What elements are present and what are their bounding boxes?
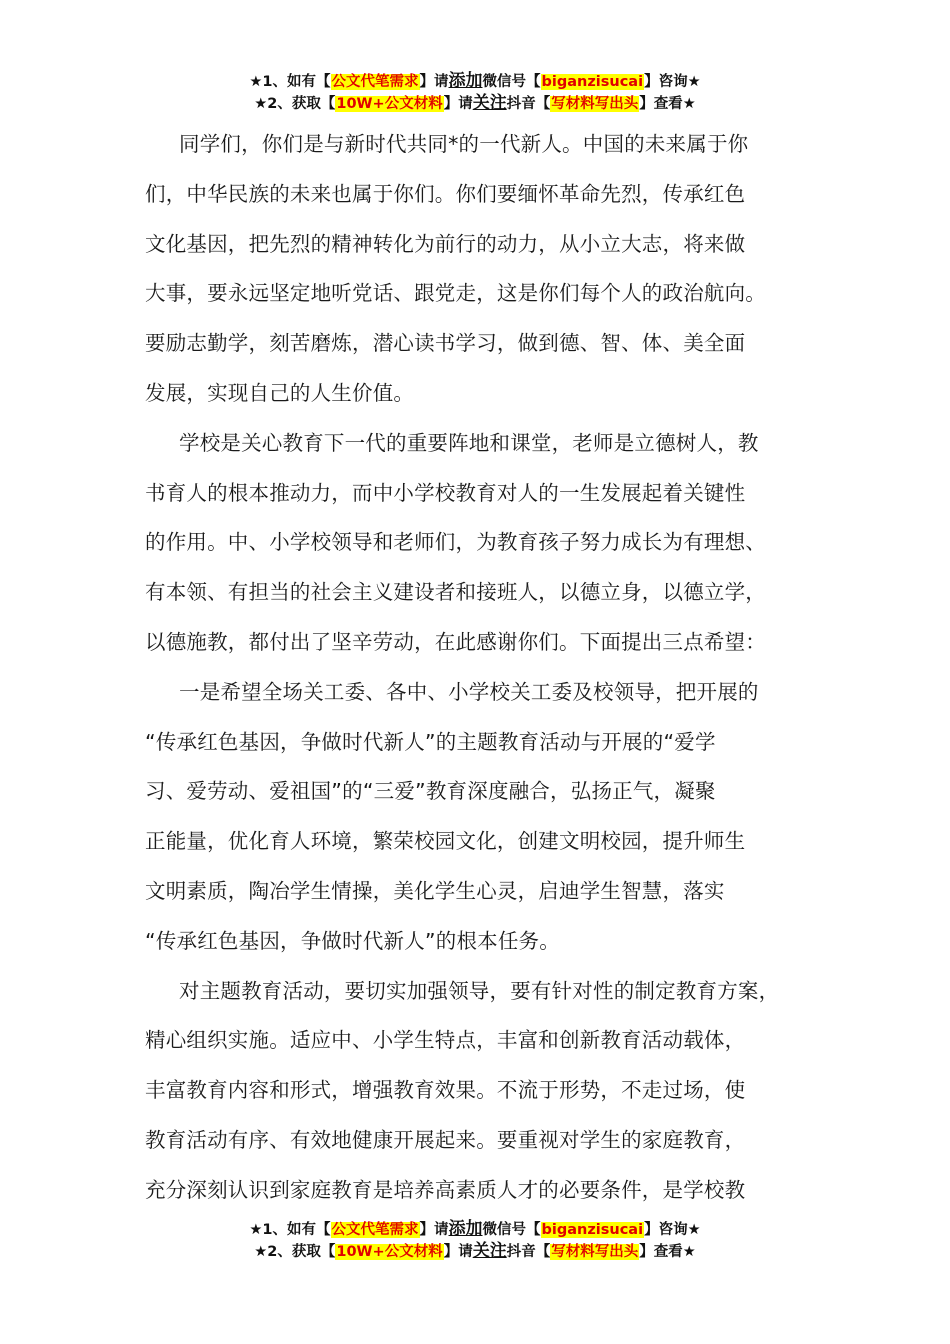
text-line: 书育人的根本推动力，而中小学校教育对人的一生发展起着关键性 [145, 480, 746, 505]
text-line: 学校是关心教育下一代的重要阵地和课堂，老师是立德树人，教 [179, 430, 759, 455]
ad-emphasis: 添加 [448, 71, 483, 91]
ad-highlight: 公文代笔需求 [331, 74, 419, 90]
ad-highlight: 写材料写出头 [551, 96, 639, 112]
ad-text: 微信号【 [482, 74, 541, 90]
text-line: 习、爱劳动、爱祖国”的“三爱”教育深度融合，弘扬正气，凝聚 [145, 779, 716, 804]
text-line: 一是希望全场关工委、各中、小学校关工委及校领导，把开展的 [179, 679, 759, 704]
text-line: 充分深刻认识到家庭教育是培养高素质人才的必要条件，是学校教 [145, 1177, 746, 1202]
text-line: 丰富教育内容和形式，增强教育效果。不流于形势，不走过场，使 [145, 1078, 746, 1103]
ad-highlight: 10W+公文材料 [336, 96, 443, 112]
footer-ad-banner [0, 1218, 950, 1262]
text-line: 文化基因，把先烈的精神转化为前行的动力，从小立大志，将来做 [145, 231, 746, 256]
ad-text: 】请 [419, 74, 449, 90]
ad-text: ★2、获取【 [254, 1244, 336, 1260]
text-line: 同学们，你们是与新时代共同*的一代新人。中国的未来属于你 [179, 132, 749, 156]
text-line: 教育活动有序、有效地健康开展起来。要重视对学生的家庭教育， [145, 1127, 746, 1152]
text-line: 以德施教，都付出了坚辛劳动，在此感谢你们。下面提出三点希望： [145, 629, 766, 654]
ad-highlight: biganzisucai [541, 74, 644, 90]
ad-text: 】咨询★ [644, 74, 701, 90]
text-line: “传承红色基因，争做时代新人”的主题教育活动与开展的“爱学 [145, 729, 716, 754]
ad-text: 】查看★ [639, 96, 696, 112]
text-line: 们，中华民族的未来也属于你们。你们要缅怀革命先烈，传承红色 [145, 181, 746, 206]
ad-emphasis: 添加 [448, 1219, 483, 1239]
ad-highlight: 10W+公文材料 [336, 1244, 443, 1260]
ad-text: 】请 [443, 1244, 473, 1260]
text-line: 文明素质，陶冶学生情操，美化学生心灵，启迪学生智慧，落实 [145, 878, 725, 903]
ad-text: 抖音【 [506, 96, 551, 112]
ad-text: ★2、获取【 [254, 96, 336, 112]
ad-text: 】查看★ [639, 1244, 696, 1260]
ad-line-2 [0, 92, 950, 114]
ad-text: ★1、如有【 [249, 74, 331, 90]
text-line: 正能量，优化育人环境，繁荣校园文化，创建文明校园，提升师生 [145, 829, 746, 854]
header-ad-banner [0, 70, 950, 114]
ad-highlight: 写材料写出头 [551, 1244, 639, 1260]
ad-line-1 [0, 70, 950, 92]
ad-highlight: biganzisucai [541, 1222, 644, 1238]
ad-text: 微信号【 [482, 1222, 541, 1238]
ad-text: 】请 [443, 96, 473, 112]
text-line: 精心组织实施。适应中、小学生特点，丰富和创新教育活动载体， [145, 1028, 746, 1053]
ad-emphasis: 关注 [472, 93, 507, 113]
ad-emphasis: 关注 [472, 1241, 507, 1261]
ad-text: 】请 [419, 1222, 449, 1238]
ad-text: ★1、如有【 [249, 1222, 331, 1238]
text-line: 大事，要永远坚定地听党话、跟党走，这是你们每个人的政治航向。 [145, 281, 766, 306]
text-line: 发展，实现自己的人生价值。 [145, 380, 415, 405]
text-line: “传承红色基因，争做时代新人”的根本任务。 [145, 928, 560, 953]
ad-highlight: 公文代笔需求 [331, 1222, 419, 1238]
ad-line-1 [0, 1218, 950, 1240]
text-line: 有本领、有担当的社会主义建设者和接班人，以德立身，以德立学， [145, 580, 766, 605]
ad-line-2 [0, 1240, 950, 1262]
document-body [145, 120, 829, 1216]
text-line: 的作用。中、小学校领导和老师们，为教育孩子努力成长为有理想、 [145, 530, 766, 555]
ad-text: 】咨询★ [644, 1222, 701, 1238]
text-line: 对主题教育活动，要切实加强领导，要有针对性的制定教育方案， [179, 978, 780, 1003]
ad-text: 抖音【 [506, 1244, 551, 1260]
text-line: 要励志勤学，刻苦磨炼，潜心读书学习，做到德、智、体、美全面 [145, 331, 746, 356]
